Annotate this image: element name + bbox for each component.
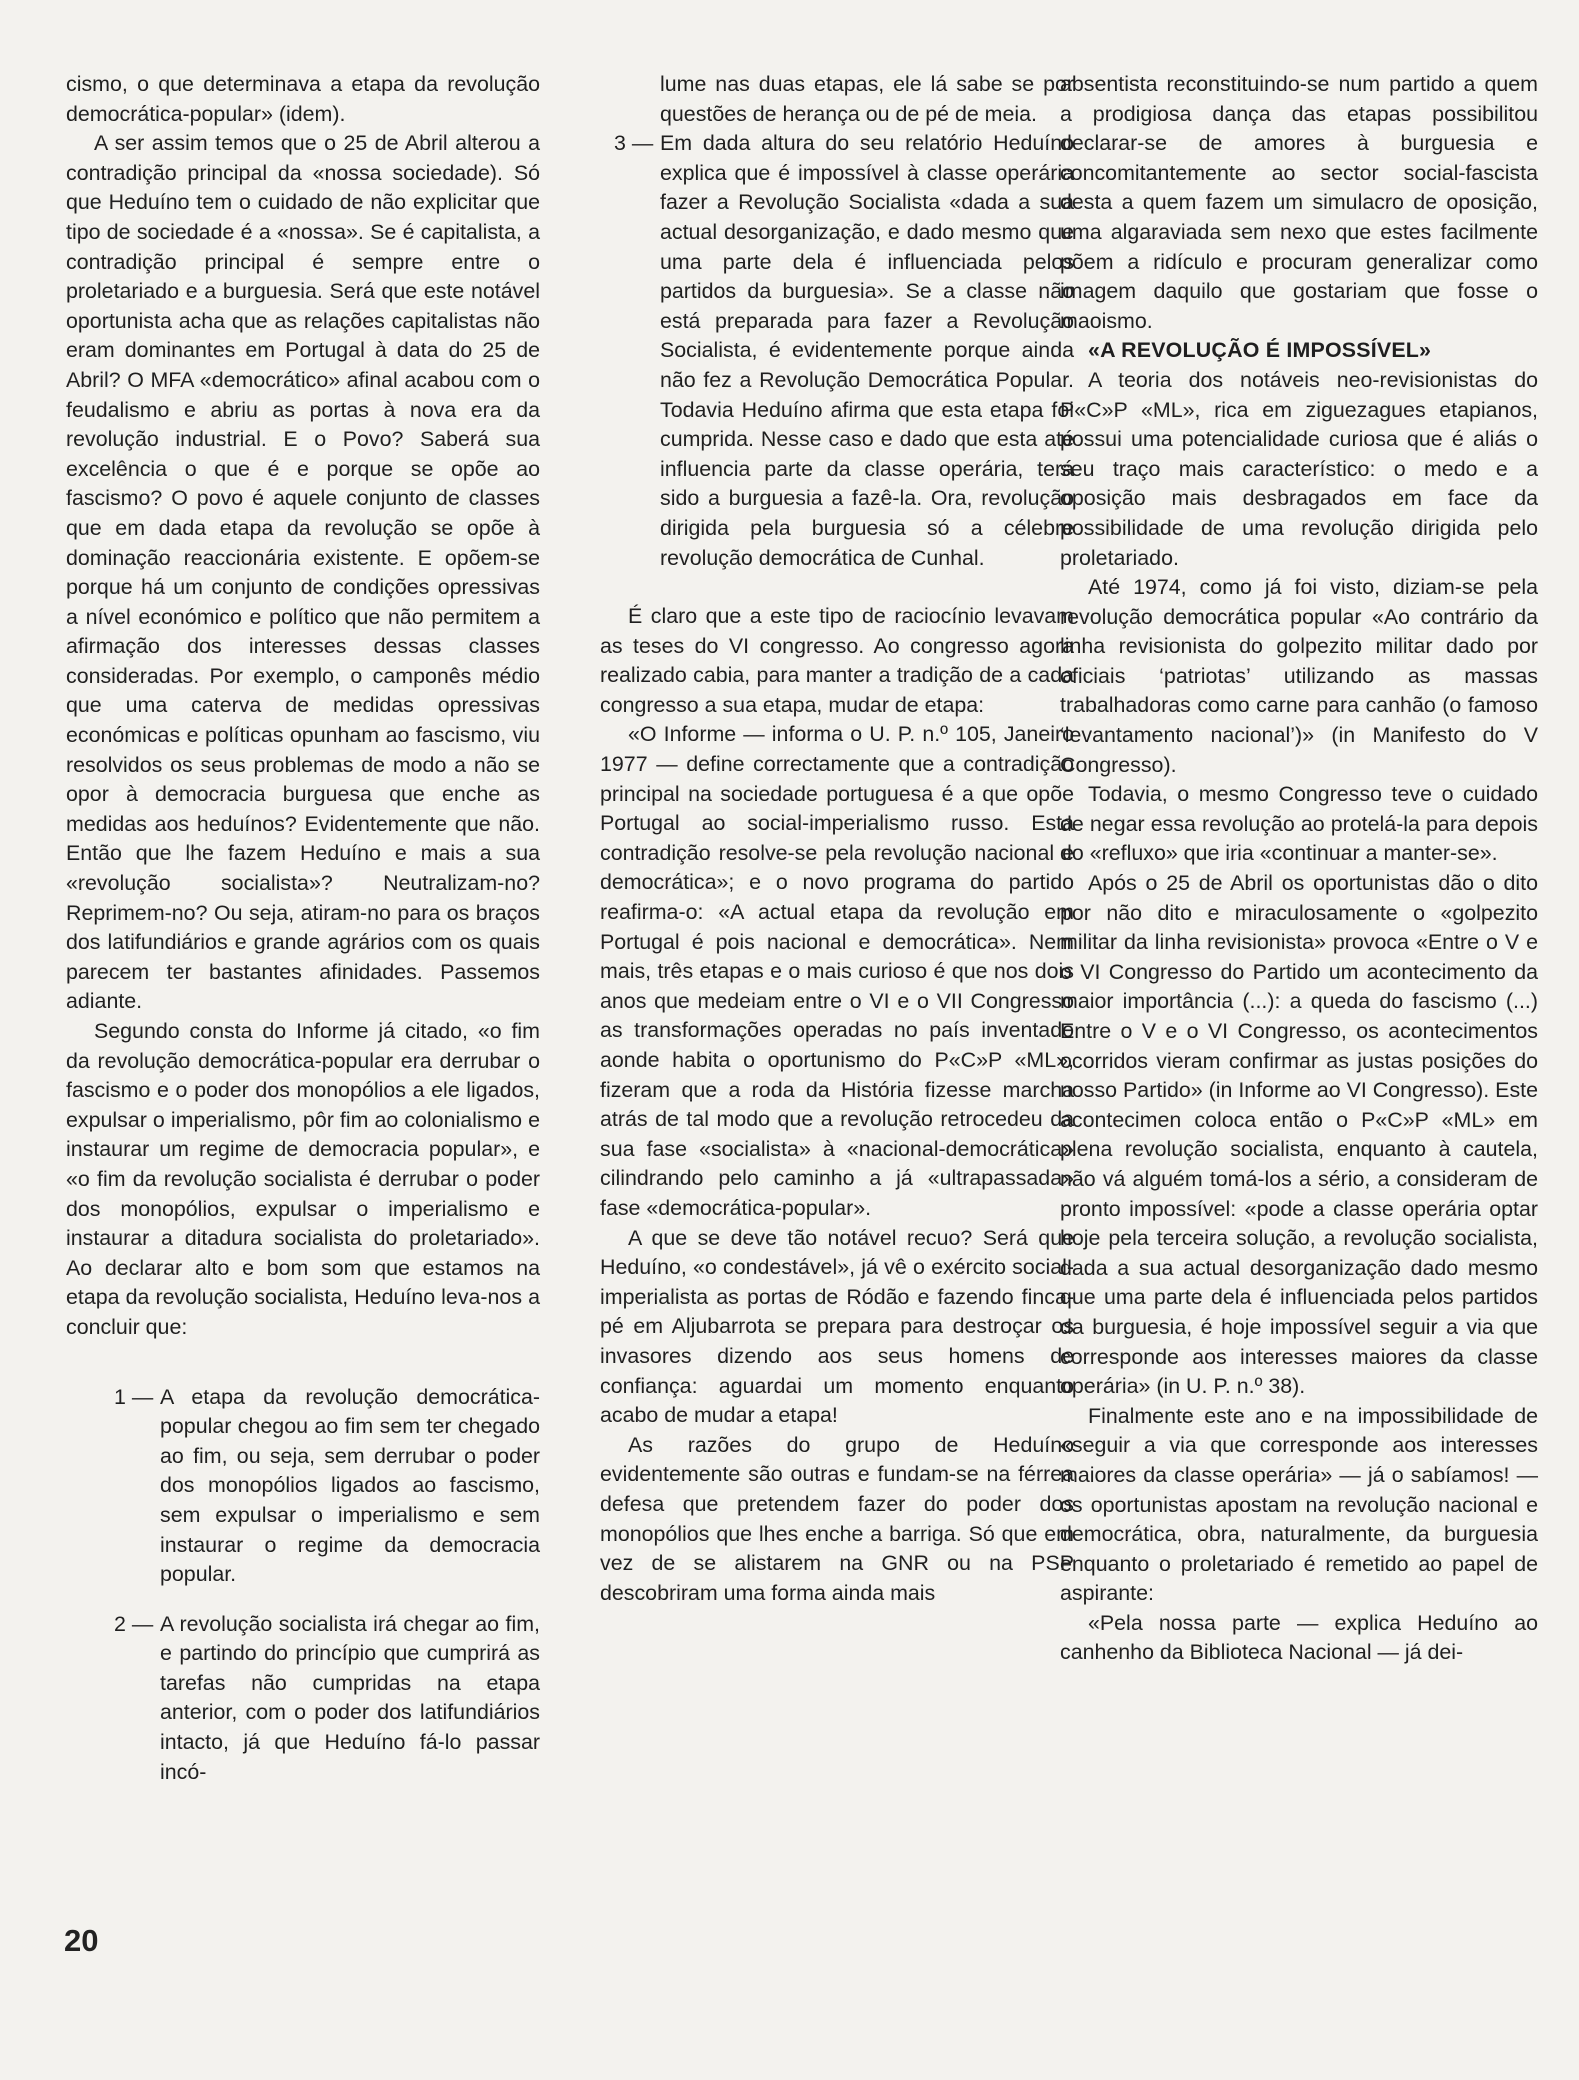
paragraph: Após o 25 de Abril os oportunistas dão o dito por não dito e miraculosamente o «golpezito militar da linha revisionista» provoca «Entre o V e o VI Congresso do Partido um acontecimento da maior importância (...): a queda do fascismo (...) Entre o V e o VI Congresso, os acontecimentos ocorridos vieram confirmar as justas posições do nosso Partido» (in Informe ao VI Congresso). Este acontecimen coloca então o P«C»P «ML» em plena revolução socialista, enquanto à cautela, não vá alguém tomá-los a sério, a consideram de pronto impossível: «pode a classe operária optar hoje pela terceira solução, a revolução socialista, dada a sua actual desorganização dado mesmo que uma parte dela é influenciada pelos partidos da burguesia, é hoje impossível seguir a via que corresponde aos interesses maiores da classe operária» (in U. P. n.º 38).: [1060, 871, 1538, 1399]
paragraph: Finalmente este ano e na impossibilidade de «seguir a via que corresponde aos interesses maiores da classe operária» — já o sabíamos! — os oportunistas apostam na revolução nacional e democrática, obra, naturalmente, da burguesia enquanto o proletariado é remetido ao papel de aspirante:: [1060, 1403, 1538, 1606]
section-heading: «A REVOLUÇÃO É IMPOSSÍVEL»: [1088, 338, 1432, 363]
item-text: lume nas duas etapas, ele lá sabe se por questões de herança ou de pé de meia.: [660, 72, 1074, 126]
paragraph: É claro que a este tipo de raciocínio levavam as teses do VI congresso. Ao congresso agora realizado cabia, para manter a tradição de a cada congresso a sua etapa, mudar de etapa:: [600, 604, 1074, 717]
numbered-item-1: [66, 1383, 540, 1590]
numbered-item-3: [600, 129, 1074, 573]
paragraph: «O Informe — informa o U. P. n.º 105, Janeiro 1977 — define correctamente que a contradição principal na sociedade portuguesa é a que opõe Portugal ao social-imperialismo russo. Esta contradição resolve-se pela revolução nacional e democrática»; e o novo programa do partido reafirma-o: «A actual etapa da revolução em Portugal é pois nacional e democrática». Nem mais, três etapas e o mais curioso é que nos dois anos que medeiam entre o VI e o VII Congresso as transformações operadas no país inventado aonde habita o oportunismo do P«C»P «ML», fizeram que a roda da História fizesse marcha atrás de tal modo que a revolução retrocedeu da sua fase «socialista» à «nacional-democrática» cilindrando pelo caminho a já «ultrapassada» fase «democrática-popular».: [600, 722, 1074, 1220]
paragraph: Até 1974, como já foi visto, diziam-se pela revolução democrática popular «Ao contrário da linha revisionista do golpezito militar dado por oficiais ‘patriotas’ utilizando as massas trabalhadoras como carne para canhão (o famoso ‘levantamento nacional’)» (in Manifesto do V Congresso).: [1060, 575, 1538, 777]
text-column-right: [1060, 70, 1538, 1668]
paragraph: As razões do grupo de Heduíno evidentemente são outras e fundam-se na férrea defesa que pretendem fazer do poder dos monopólios que lhes enche a barriga. Só que em vez de se alistarem na GNR ou na PSP descobriram uma forma ainda mais: [600, 1432, 1074, 1605]
paragraph: A ser assim temos que o 25 de Abril alterou a contradição principal da «nossa sociedade). Só que Heduíno tem o cuidado de não explicitar que tipo de sociedade é a «nossa». Se é capitalista, a contradição principal é sempre entre o proletariado e a burguesia. Será que este notável oportunista acha que as relações capitalistas não eram dominantes em Portugal à data do 25 de Abril? O MFA «democrático» afinal acabou com o feudalismo e abriu as portas à nova era da revolução industrial. E o Povo? Saberá sua excelência o que é e porque se opõe ao fascismo? O povo é aquele conjunto de classes que em dada etapa da revolução se opõe à dominação reaccionária existente. E opõem-se porque há um conjunto de condições opressivas a nível económico e político que não permitem a afirmação dos interesses dessas classes consideradas. Por exemplo, o camponês médio que uma caterva de medidas opressivas económicas e políticas opunham ao fascismo, viu resolvidos os seus problemas de modo a não se opor à democracia burguesa que enche as medidas aos heduínos? Evidentemente que não. Então que lhe fazem Heduíno e mais a sua «revolução socialista»? Neutralizam-no? Reprimem-no? Ou seja, atiram-no para os braços dos latifundiários e grande agrários com os quais parecem ter bastantes afinidades. Passemos adiante.: [66, 131, 540, 1014]
paragraph: A que se deve tão notável recuo? Será que Heduíno, «o condestável», já vê o exército social-imperialista as portas de Ródão e fazendo finca-pé em Aljubarrota se prepara para destroçar os invasores dizendo aos seus homens de confiança: aguardai um momento enquanto acabo de mudar a etapa!: [600, 1225, 1074, 1428]
paragraph: cismo, o que determinava a etapa da revolução democrática-popular» (idem).: [66, 72, 540, 126]
text-column-left: [66, 70, 540, 1787]
paragraph: absentista reconstituindo-se num partido a quem a prodigiosa dança das etapas possibilitou declarar-se de amores à burguesia e concomitantemente ao sector social-fascista desta a quem fazem um simulacro de oposição, uma algaraviada sem nexo que estes facilmente põem a ridículo e procuram generalizar como imagem daquilo que gostariam que fosse o maoismo.: [1060, 72, 1538, 333]
item-text: A etapa da revolução democrática-popular chegou ao fim sem ter chegado ao fim, ou seja, sem derrubar o poder dos monopólios ligados ao fascismo, sem expulsar o imperialismo e sem instaurar o regime da democracia popular.: [160, 1384, 540, 1587]
numbered-item-2: [66, 1610, 540, 1788]
item-number: 1 —: [114, 1384, 154, 1409]
item-text: Em dada altura do seu relatório Heduíno explica que é impossível à classe operária fazer a Revolução Socialista «dada a sua actual desorganização, e dado mesmo que uma parte dela é influenciada pelos partidos da burguesia». Se a classe não está preparada para fazer a Revolução Socialista, é evidentemente porque ainda não fez a Revolução Democrática Popular. Todavia Heduíno afirma que esta etapa foi cumprida. Nesse caso e dado que esta até influencia parte da classe operária, terá sido a burguesia a fazê-la. Ora, revolução dirigida pela burguesia só a célebre revolução democrática de Cunhal.: [660, 131, 1074, 570]
paragraph: «Pela nossa parte — explica Heduíno ao canhenho da Biblioteca Nacional — já dei-: [1060, 1610, 1538, 1665]
paragraph: Todavia, o mesmo Congresso teve o cuidado de negar essa revolução ao protelá-la para depois do «refluxo» que iria «continuar a manter-se».: [1060, 782, 1538, 866]
paragraph: Segundo consta do Informe já citado, «o fim da revolução democrática-popular era derrubar o fascismo e o poder dos monopólios a ele ligados, expulsar o imperialismo, pôr fim ao colonialismo e instaurar um regime de democracia popular», e «o fim da revolução socialista é derrubar o poder dos monopólios, expulsar o imperialismo e instaurar a ditadura socialista do proletariado». Ao declarar alto e bom som que estamos na etapa da revolução socialista, Heduíno leva-nos a concluir que:: [66, 1019, 540, 1339]
text-column-middle: [600, 70, 1074, 1608]
item-number: 2 —: [114, 1611, 154, 1636]
page-number: 20: [64, 1923, 99, 1958]
item-number: 3 —: [614, 131, 654, 156]
item-text: A revolução socialista irá chegar ao fim, e partindo do princípio que cumprirá as tarefas não cumpridas na etapa anterior, com o poder dos latifundiários intacto, já que Heduíno fá-lo passar incó-: [160, 1611, 540, 1784]
numbered-item-2-continued: [600, 70, 1074, 129]
paragraph: A teoria dos notáveis neo-revisionistas do P«C»P «ML», rica em ziguezagues etapianos, possui uma potencialidade curiosa que é aliás o seu traço mais característico: o medo e a oposição mais desbragados em face da possibilidade de uma revolução dirigida pelo proletariado.: [1060, 367, 1538, 570]
